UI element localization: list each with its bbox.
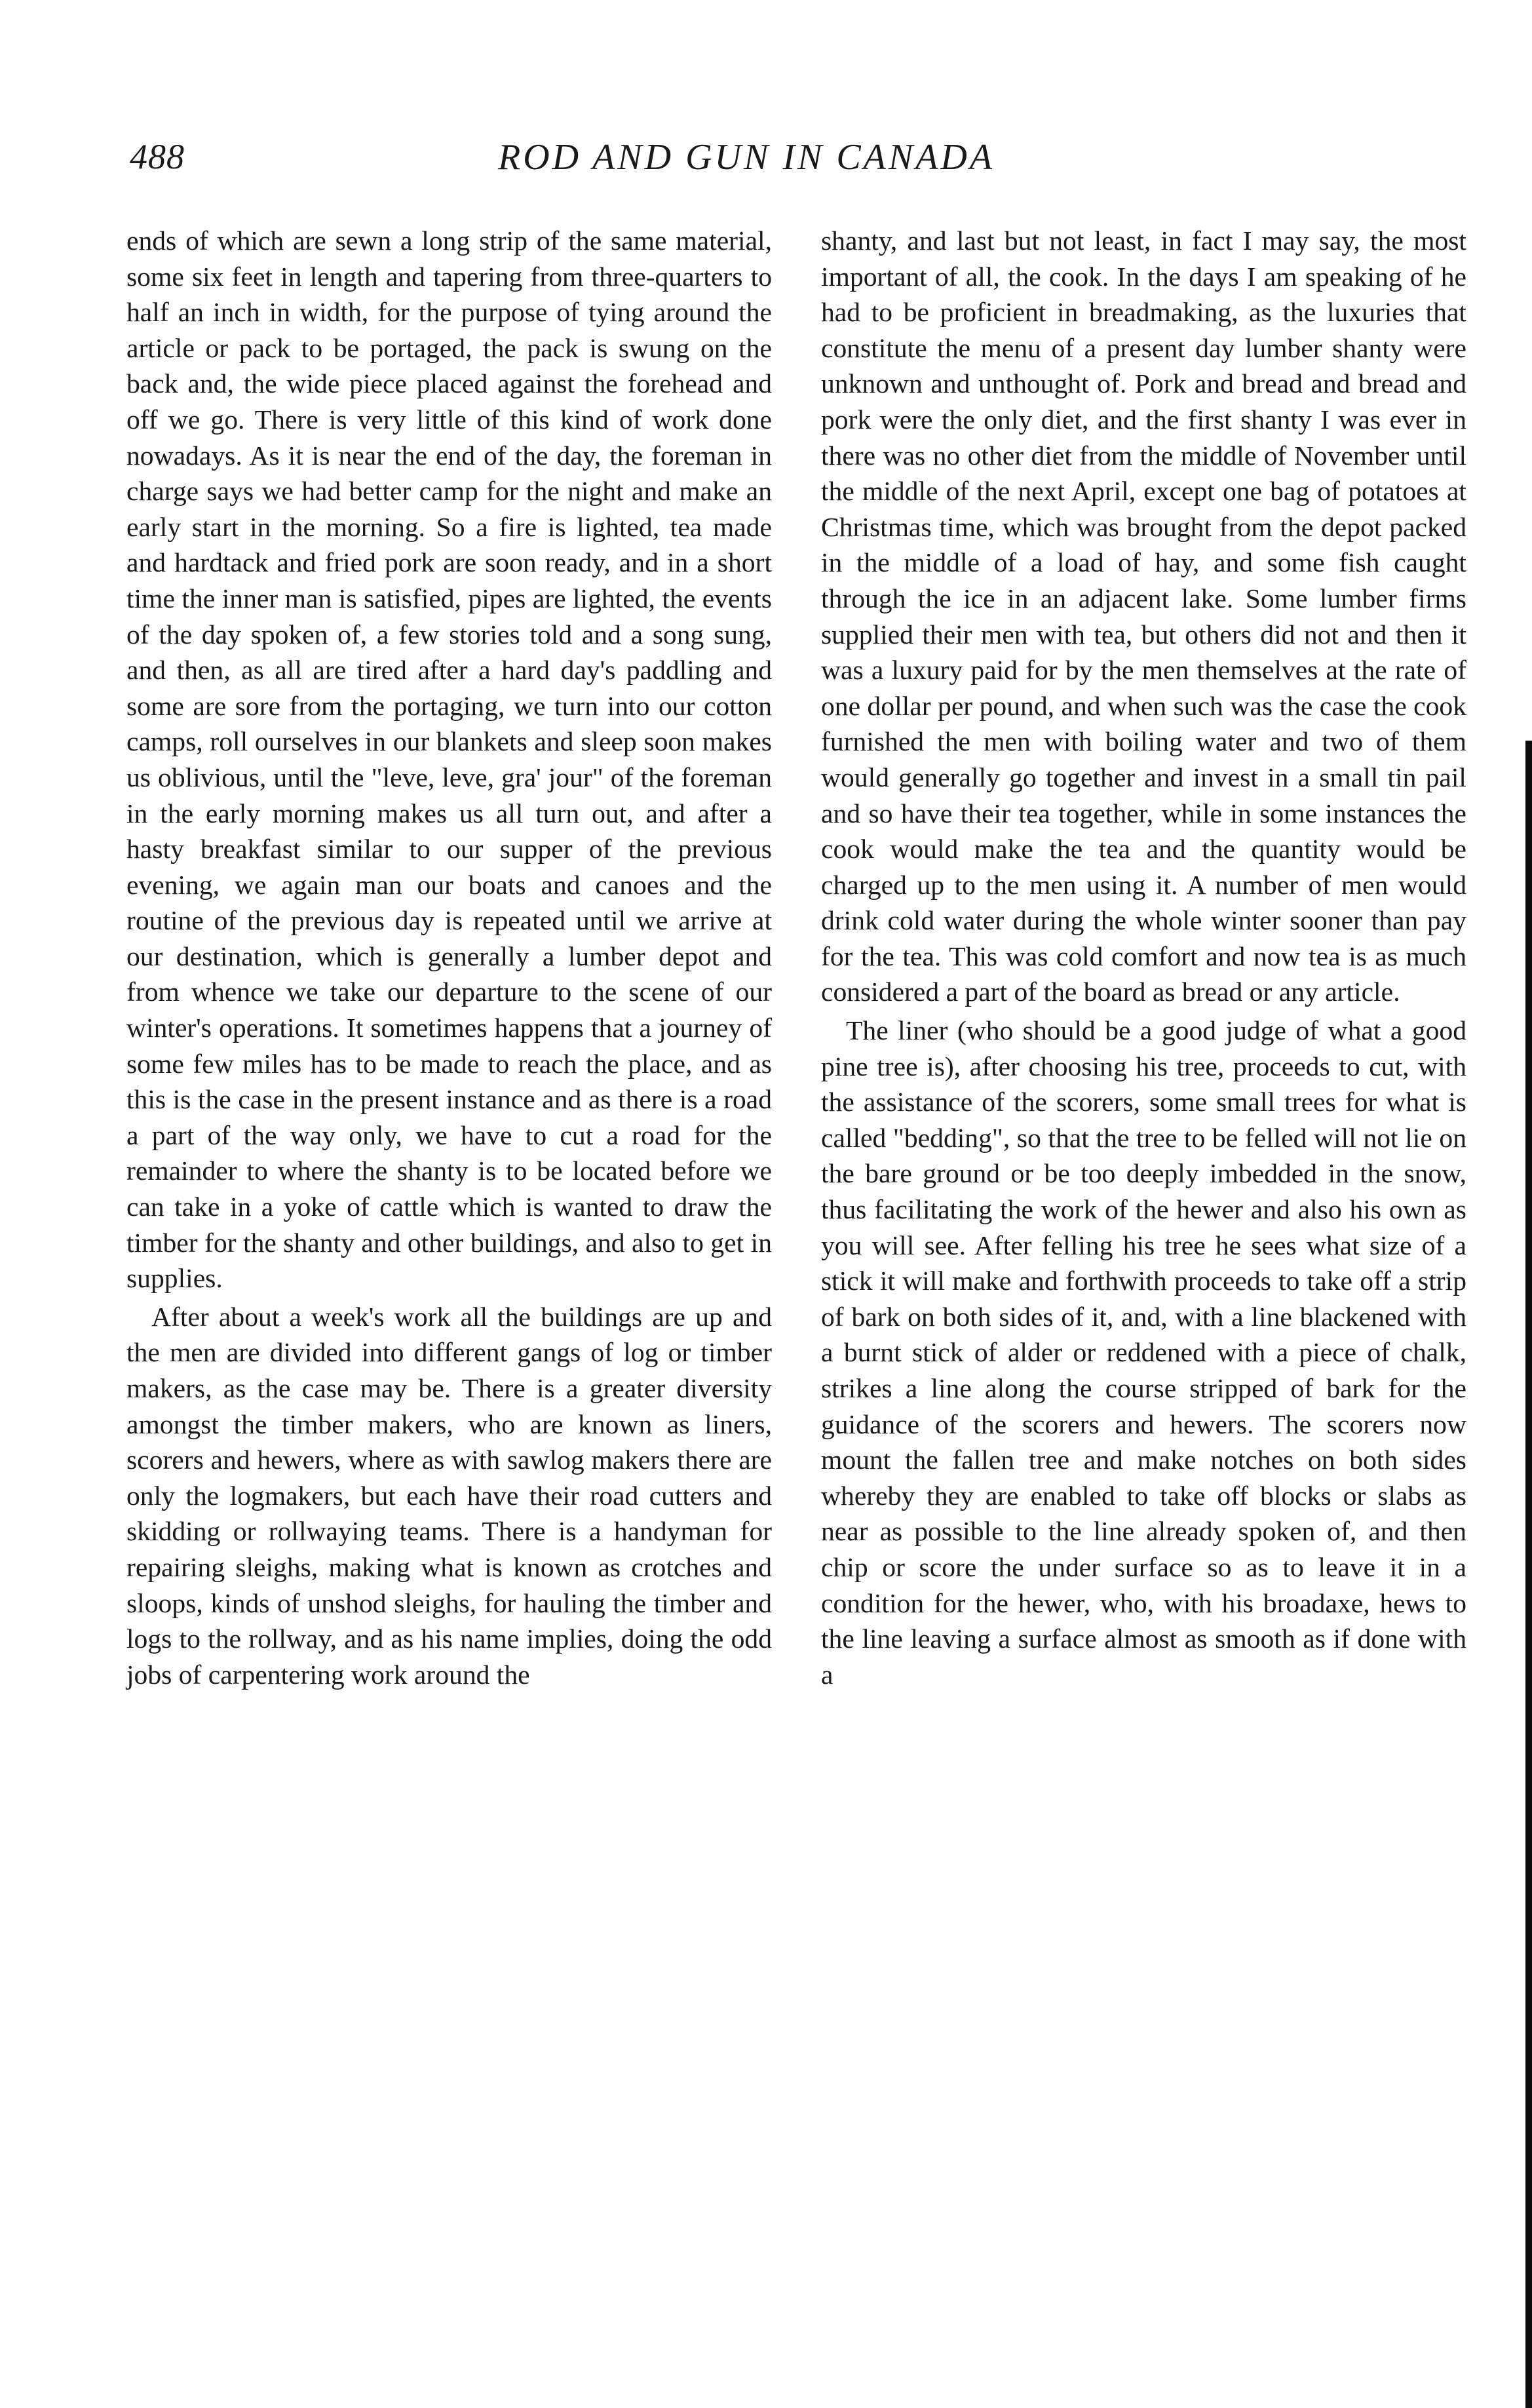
page-edge-shadow	[1525, 741, 1532, 2408]
running-head-title: ROD AND GUN IN CANADA	[498, 137, 995, 178]
paragraph: The liner (who should be a good judge of what a good pine tree is), after choosing his tree, proceeds to cut, with the assistance of the scorers, some small trees for what is called "bedding", so that the tree to be felled will not lie on the bare ground or be too deeply imbedded in the snow, thus facilitating the work of the hewer and also his own as you will see. After felling his tree he sees what size of a stick it will make and forthwith proceeds to take off a strip of bark on both sides of it, and, with a line blackened with a burnt stick of alder or reddened with a piece of chalk, strikes a line along the course stripped of bark for the guidance of the scorers and hewers. The scorers now mount the fallen tree and make notches on both sides whereby they are enabled to take off blocks or slabs as near as possible to the line already spoken of, and then chip or score the under surface so as to leave it in a condition for the hewer, who, with his broadaxe, hews to the line leaving a surface almost as smooth as if done with a	[821, 1015, 1466, 1690]
paragraph: After about a week's work all the buildings are up and the men are divided into different gangs of log or timber makers, as the case may be. There is a greater diversity amongst the timber makers, who are known as liners, scorers and hewers, where as with sawlog makers there are only the logmakers, but each have their road cutters and skidding or rollwaying teams. There is a handyman for repairing sleighs, making what is known as crotches and sloops, kinds of unshod sleighs, for hauling the timber and logs to the rollway, and as his name implies, doing the odd jobs of carpentering work around the	[126, 1301, 772, 1690]
paragraph: shanty, and last but not least, in fact I may say, the most important of all, the cook. In the days I am speaking of he had to be proficient in breadmaking, as the luxuries that constitute the menu of a present day lumber shanty were unknown and unthought of. Pork and bread and bread and pork were the only diet, and the first shanty I was ever in there was no other diet from the middle of November until the middle of the next April, except one bag of potatoes at Christmas time, which was brought from the depot packed in the middle of a load of hay, and some fish caught through the ice in an adjacent lake. Some lumber firms supplied their men with tea, but others did not and then it was a luxury paid for by the men themselves at the rate of one dollar per pound, and when such was the case the cook furnished the men with boiling water and two of them would generally go together and invest in a small tin pail and so have their tea together, while in some instances the cook would make the tea and the quantity would be charged up to the men using it. A number of men would drink cold water during the whole winter sooner than pay for the tea. This was cold comfort and now tea is as much considered a part of the board as bread or any article.	[821, 225, 1466, 1007]
right-column	[821, 223, 1466, 1692]
left-column	[126, 223, 772, 1692]
page-number: 488	[130, 137, 185, 176]
paragraph: ends of which are sewn a long strip of the same material, some six feet in length and tapering from three-quarters to half an inch in width, for the purpose of tying around the article or pack to be portaged, the pack is swung on the back and, the wide piece placed against the forehead and off we go. There is very little of this kind of work done nowadays. As it is near the end of the day, the foreman in charge says we had better camp for the night and make an early start in the morning. So a fire is lighted, tea made and hardtack and fried pork are soon ready, and in a short time the inner man is satisfied, pipes are lighted, the events of the day spoken of, a few stories told and a song sung, and then, as all are tired after a hard day's paddling and some are sore from the portaging, we turn into our cotton camps, roll ourselves in our blankets and sleep soon makes us oblivious, until the "leve, leve, gra' jour" of the foreman in the early morning makes us all turn out, and after a hasty breakfast similar to our supper of the previous evening, we again man our boats and canoes and the routine of the previous day is repeated until we arrive at our destination, which is generally a lumber depot and from whence we take our departure to the scene of our winter's operations. It sometimes happens that a journey of some few miles has to be made to reach the place, and as this is the case in the present instance and as there is a road a part of the way only, we have to cut a road for the remainder to where the shanty is to be located before we can take in a yoke of cattle which is wanted to draw the timber for the shanty and other buildings, and also to get in supplies.	[126, 225, 772, 1294]
